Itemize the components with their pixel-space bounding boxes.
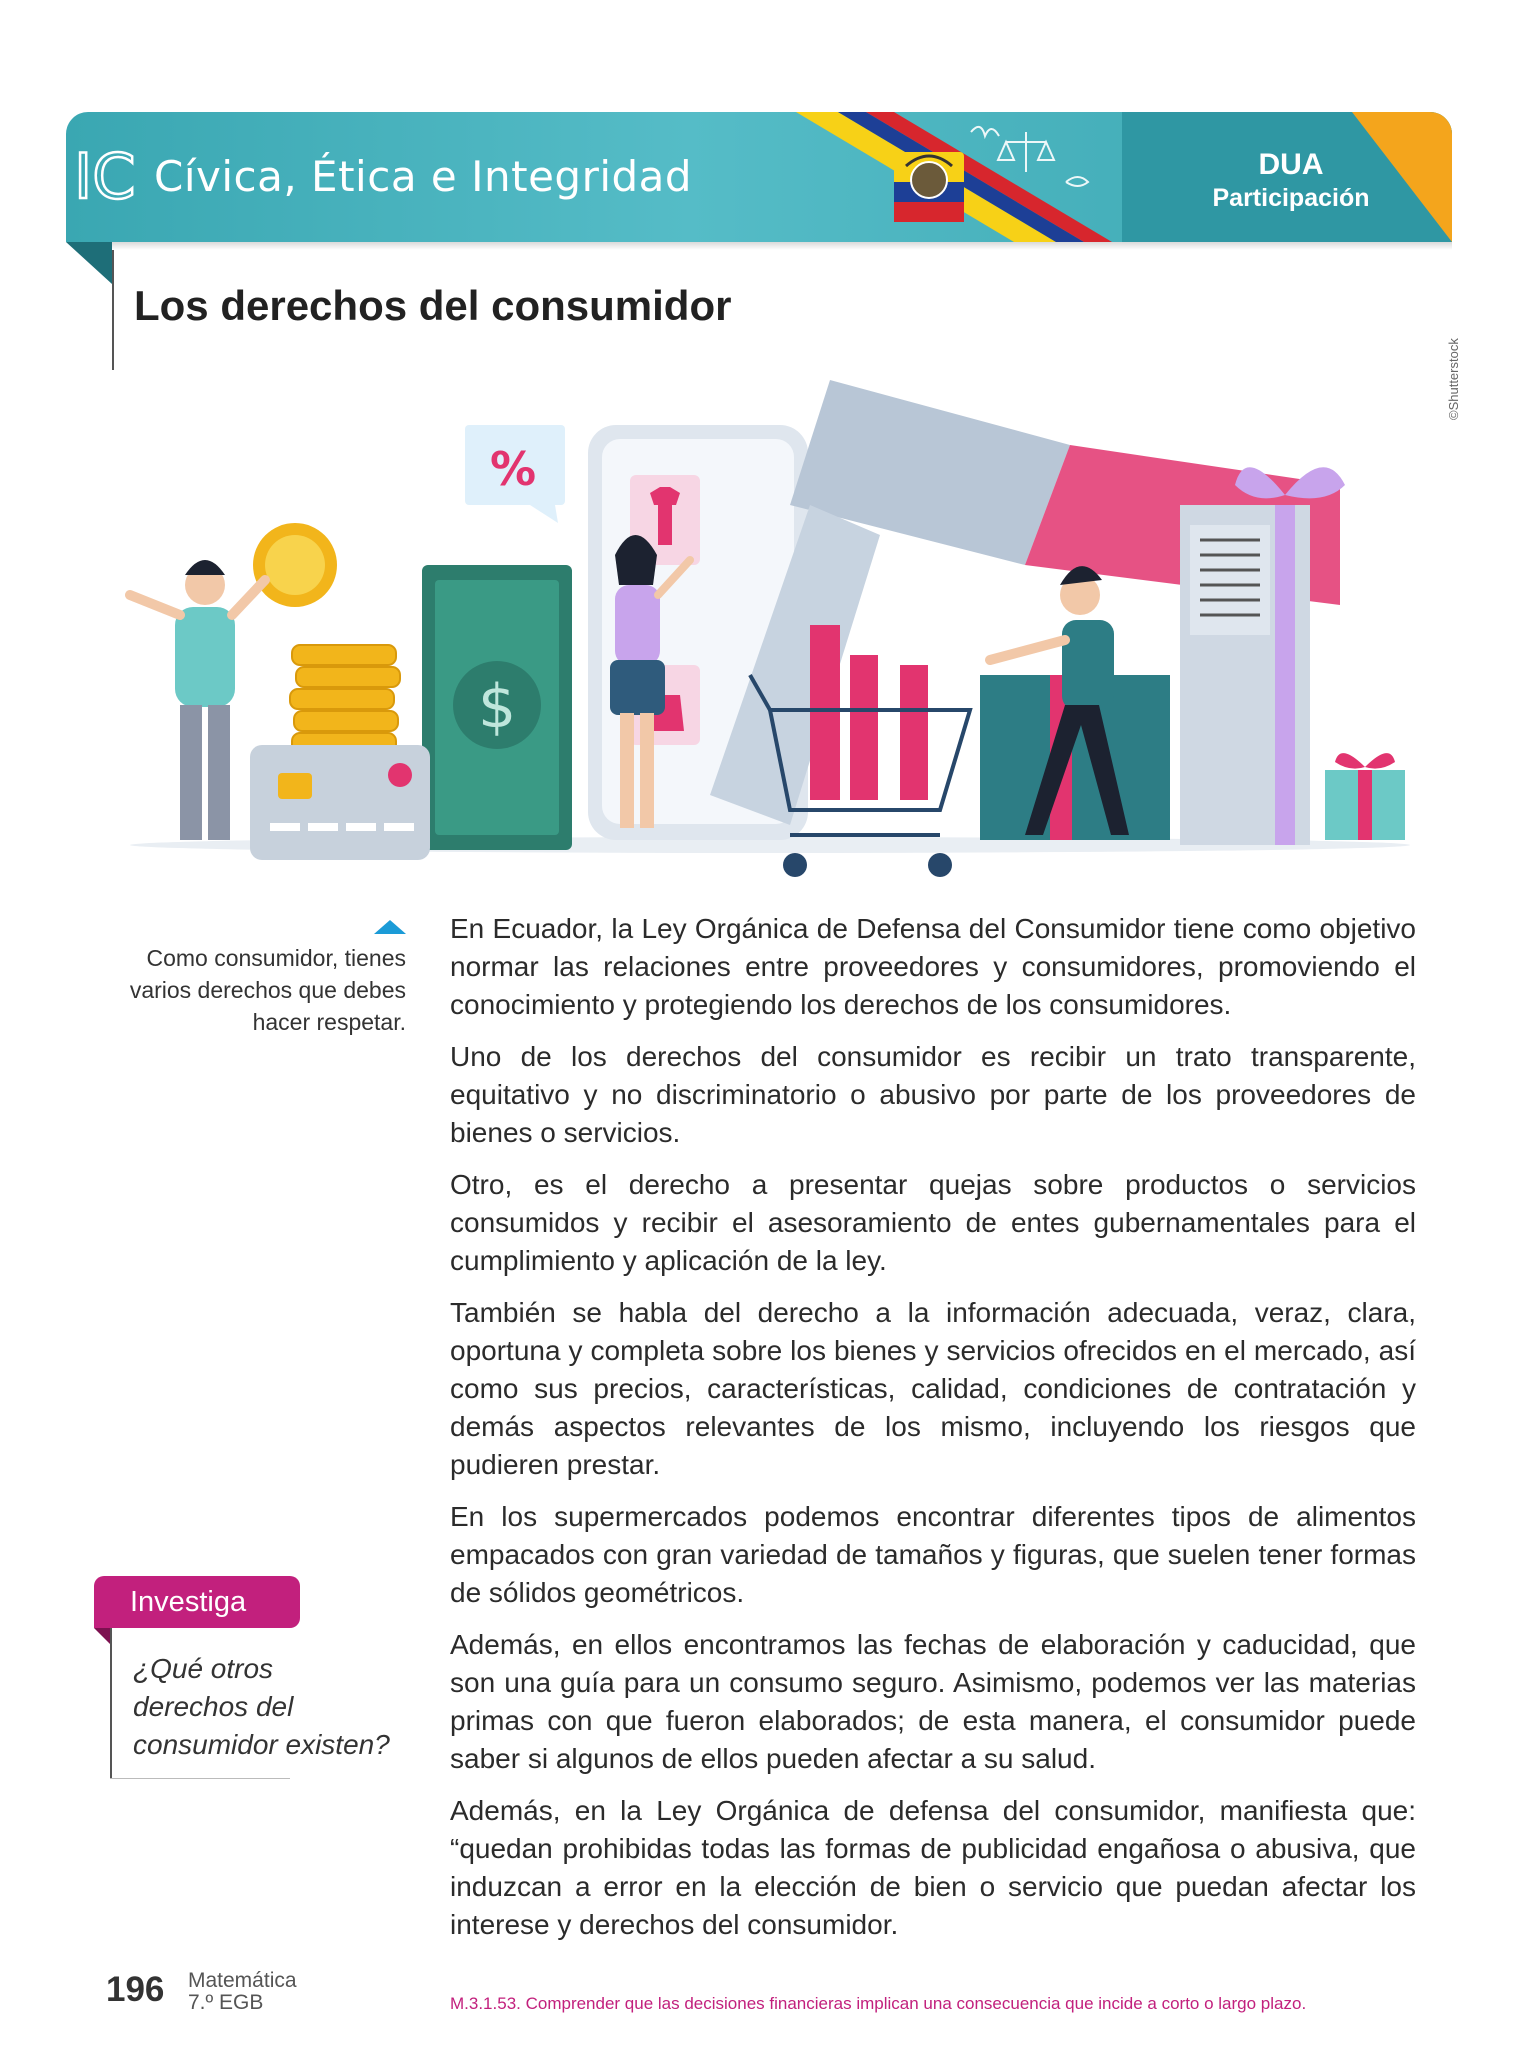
dua-title: DUA	[1258, 148, 1324, 181]
paragraph: Además, en ellos encontramos las fechas de elaboración y caducidad, que son una guía para un consumo seguro. Asimismo, podemos ver las materias primas con que fueron elaborados; de esta manera, el consumidor puede saber si algunos de ellos pueden afectar a su salud.	[450, 1629, 1416, 1774]
investiga-question: ¿Qué otros derechos del consumidor existen?	[133, 1653, 390, 1760]
investiga-fold	[94, 1628, 110, 1644]
banner-shadow	[112, 242, 1452, 250]
banknote-icon	[422, 565, 572, 850]
section-title: Cívica, Ética e Integridad	[154, 152, 693, 201]
investiga-rule	[110, 1628, 112, 1778]
section-banner	[66, 112, 1452, 242]
percent-tag-icon	[465, 425, 565, 523]
grade-label: 7.º EGB	[188, 1991, 264, 2014]
ecuador-flag-ribbon-icon	[726, 112, 1186, 242]
caption-arrow-icon	[374, 920, 406, 934]
body-text	[450, 910, 1416, 1958]
paragraph: En los supermercados podemos encontrar diferentes tipos de alimentos empacados con gran variedad de tamaños y figuras, que suelen tener formas de sólidos geométricos.	[450, 1501, 1416, 1608]
title-rule	[112, 250, 114, 370]
paragraph: Uno de los derechos del consumidor es recibir un trato transparente, equitativo y no discriminatorio o abusivo por parte de los proveedores de bienes o servicios.	[450, 1041, 1416, 1148]
percent-symbol: %	[490, 442, 537, 496]
credit-card-icon	[250, 745, 430, 860]
dua-subtitle: Participación	[1212, 184, 1370, 212]
page-title: Los derechos del consumidor	[134, 282, 732, 329]
dollar-sign: $	[478, 672, 517, 742]
consumer-illustration	[110, 375, 1450, 895]
subject-label	[188, 1970, 297, 2014]
banner-fold	[66, 242, 112, 284]
ic-logo-text: IC	[74, 142, 136, 206]
ic-logo-icon	[72, 142, 152, 206]
curriculum-standard: M.3.1.53. Comprender que las decisiones financieras implican una consecuencia que incide a corto o largo plazo.	[450, 1994, 1307, 2013]
paragraph: También se habla del derecho a la información adecuada, veraz, clara, oportuna y completa sobre los bienes y servicios ofrecidos en el mercado, así como sus precios, características, calidad, condiciones de contratación y demás aspectos relevantes de los mismo, incluyendo los riesgos que pudieren prestar.	[450, 1297, 1416, 1480]
investiga-label: Investiga	[94, 1576, 300, 1628]
coin-icon	[253, 523, 337, 607]
paragraph: En Ecuador, la Ley Orgánica de Defensa del Consumidor tiene como objetivo normar las relaciones entre proveedores y consumidores, promoviendo el conocimiento y protegiendo los derechos de los consumidores.	[450, 913, 1416, 1020]
image-credit: ©Shutterstock	[1446, 338, 1461, 420]
image-caption: Como consumidor, tienes varios derechos que debes hacer respetar.	[129, 945, 406, 1035]
paragraph: Otro, es el derecho a presentar quejas sobre productos o servicios consumidos y recibir el asesoramiento de entes gubernamentales para el cumplimiento y aplicación de la ley.	[450, 1169, 1416, 1276]
subject-name: Matemática	[188, 1969, 297, 1992]
person-holding-coin	[130, 560, 265, 840]
paragraph: Además, en la Ley Orgánica de defensa del consumidor, manifiesta que: “quedan prohibidas todas las formas de publicidad engañosa o abusiva, que induzcan a error en la elección de bien o servicio que puedan afectar los interese y derechos del consumidor.	[450, 1795, 1416, 1940]
small-gift-icon	[1325, 753, 1405, 840]
page-number: 196	[106, 1970, 165, 2009]
investiga-bottom-rule	[110, 1778, 290, 1779]
